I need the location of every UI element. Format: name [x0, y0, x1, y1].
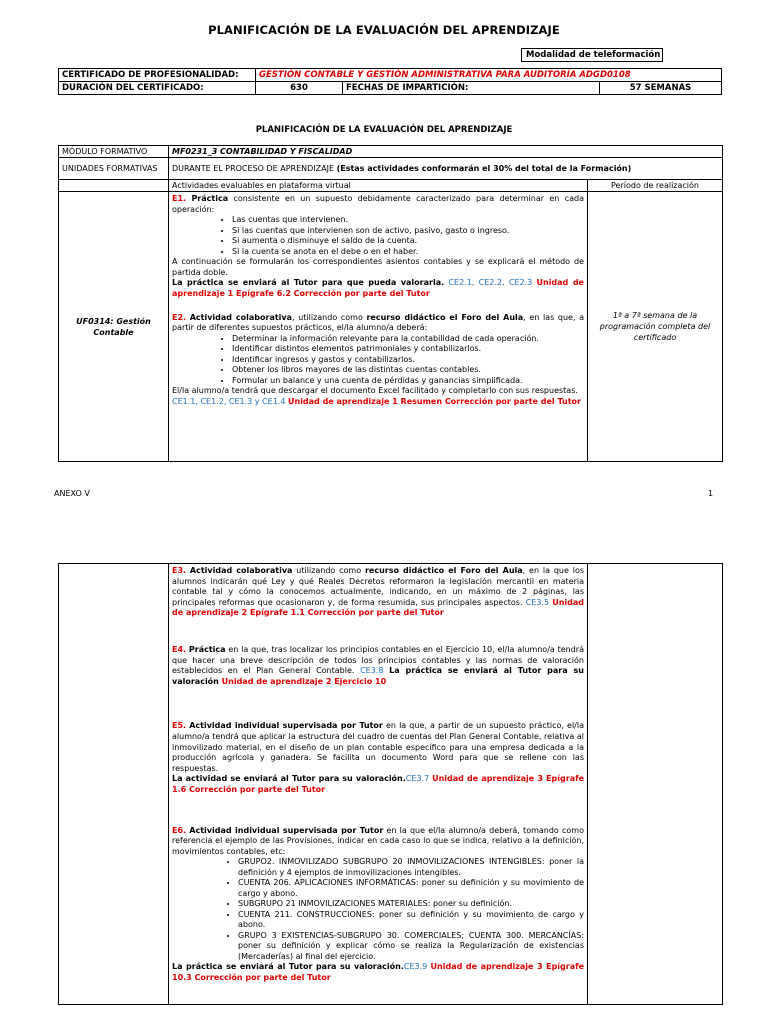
e3-type: Actividad colaborativa	[189, 566, 293, 575]
e1-after: A continuación se formularán los correspondientes asientos contables y se explicará el método de partida doble.	[172, 257, 584, 277]
e5-send-line	[172, 774, 584, 795]
cert-row-1	[59, 69, 722, 82]
footer-annex: ANEXO V	[54, 489, 90, 498]
e6-code: E6.	[172, 825, 187, 835]
list-item: • SUBGRUPO 21 INMOVILIZACIONES MATERIALES: poner su definición.	[238, 899, 584, 910]
planning-table	[58, 145, 723, 462]
duration-label: DURACIÓN DEL CERTIFICADO:	[59, 82, 256, 95]
e3-unit: Unidad de aprendizaje 2 Epígrafe 1.1 Corrección por parte del Tutor	[172, 597, 585, 618]
list-item: • Las cuentas que intervienen.	[232, 215, 584, 226]
section-subtitle: PLANIFICACIÓN DE LA EVALUACIÓN DEL APRENDIZAJE	[255, 125, 513, 135]
modulo-row	[59, 146, 723, 158]
e6-unit: Unidad de aprendizaje 3 Epígrafe 10.3 Corrección por parte del Tutor	[172, 962, 585, 982]
unidades-row	[59, 158, 723, 180]
e4-unit: Unidad de aprendizaje 2 Ejercicio 10	[218, 676, 387, 686]
activities-row	[59, 192, 723, 462]
duration-hours: 630	[256, 82, 343, 95]
e4-text: en la que, tras localizar los principios contables en el Ejercicio 10, el/la alumno/a tendrá que hacer una breve descripción de todos los principios contables y las normas de valoración establecidos en el Plan General Contable.	[172, 644, 584, 676]
list-item: • Formular un balance y una cuenta de pérdidas y ganancias simplificada.	[232, 376, 584, 387]
e4-send: La práctica se enviará al Tutor para su valoración	[172, 666, 584, 686]
e2-bullets	[172, 334, 584, 387]
modalidad-box: Modalidad de teleformación	[521, 48, 663, 62]
e2-unit: Unidad de aprendizaje 1 Resumen Corrección por parte del Tutor	[288, 396, 581, 406]
e3-resource: recurso didáctico el Foro del Aula	[364, 566, 523, 575]
e2-after: El/la alumno/a tendrá que descargar el documento Excel facilitado y completarlo con sus respuestas.	[172, 386, 578, 396]
cert-label: CERTIFICADO DE PROFESIONALIDAD:	[59, 69, 256, 82]
e1-text: consistente en un supuesto debidamente caracterizado para determinar en cada operación:	[172, 194, 584, 214]
e5-unit: Unidad de aprendizaje 3 Epígrafe 1.6 Corrección por parte del Tutor	[172, 774, 585, 794]
list-item: • GRUPO 3 EXISTENCIAS-SUBGRUPO 30. COMERCIALES; CUENTA 300. MERCANCÍAS: poner su definición y explicar cómo se realiza la Regularización de existencias (Mercaderías) al final del ejercicio.	[238, 931, 584, 963]
e5-text: en la que, a partir de un supuesto práctico, el/la alumno/a tendrá que aplicar la estructura del cuadro de cuentas del Plan General Contable, relativa al inmovilizado material, en el diseño de un plan contable específico para una empresa dedicada a la producción agrícola y ganadera. Se facilita un documento Word para que se rellene con las respuestas.	[172, 721, 584, 773]
e1-send-line	[172, 278, 584, 299]
planning-table-continued	[58, 563, 723, 1005]
list-item: • CUENTA 211. CONSTRUCCIONES: poner su definición y su movimiento de cargo y abono.	[238, 910, 584, 931]
activities-row-continued	[59, 564, 723, 1005]
e5-ce: CE3.7	[405, 774, 433, 784]
e6-send: La práctica se enviará al Tutor para su valoración.	[172, 962, 404, 972]
e5-send: La actividad se enviará al Tutor para su valoración.	[172, 774, 406, 784]
empty-header	[59, 180, 169, 192]
list-item: • GRUPO2. INMOVILIZADO SUBGRUPO 20 INMOVILIZACIONES INTENGIBLES: poner la definición y 4 ejemplos de inmovilizaciones intengibles.	[238, 857, 584, 878]
e3-text1: utilizando como	[292, 566, 365, 575]
activities-cell-continued	[169, 564, 588, 1005]
modulo-value: MF0231_3 CONTABILIDAD Y FISCALIDAD	[169, 146, 723, 158]
period-cell: 1ª a 7ª semana de la programación completa del certificado	[588, 192, 723, 462]
durante-text: DURANTE EL PROCESO DE APRENDIZAJE	[172, 164, 335, 173]
list-item: • CUENTA 206. APLICACIONES INFORMÁTICAS: poner su definición y su movimiento de cargo y abono.	[238, 878, 584, 899]
e6-ce: CE3.9	[403, 962, 431, 972]
list-item: • Obtener los libros mayores de las distintas cuentas contables.	[232, 365, 584, 376]
e1-ce: CE2.1, CE2.2, CE2.3	[444, 278, 537, 288]
e4-ce: CE3.8	[354, 666, 390, 676]
e6-text: en la que el/la alumno/a deberá, tomando como referencia el ejemplo de las Provisiones, indicar en cada caso lo que se indica, relativo a la definición, movimientos contables, etc:	[172, 825, 584, 856]
empty-uf-cell	[59, 564, 169, 1005]
list-item: • Si aumenta o disminuye el saldo de la cuenta.	[232, 236, 584, 247]
e4-code: E4.	[172, 644, 187, 654]
activities-cell	[169, 192, 588, 462]
page-title: PLANIFICACIÓN DE LA EVALUACIÓN DEL APRENDIZAJE	[208, 23, 560, 37]
modulo-label: MÓDULO FORMATIVO	[59, 146, 169, 158]
e6-intro	[172, 826, 584, 858]
list-item: • Determinar la información relevante para la contabilidad de cada operación.	[232, 334, 584, 345]
e2-resource: recurso didáctico el Foro del Aula	[366, 312, 524, 322]
e6-send-line	[172, 962, 584, 983]
e4-type: Práctica	[188, 644, 226, 654]
e3-ce: CE3.5	[522, 597, 553, 607]
e2-intro	[172, 313, 584, 334]
uf-cell: UF0314: Gestión Contable	[59, 192, 169, 462]
e5-code: E5.	[172, 721, 187, 731]
e5-type: Actividad individual supervisada por Tutor	[189, 721, 383, 731]
e6-type: Actividad individual supervisada por Tutor	[189, 825, 384, 835]
page-number: 1	[708, 489, 714, 498]
e1-send: La práctica se enviará al Tutor para que pueda valorarla.	[172, 278, 445, 288]
e6-bullets	[172, 857, 584, 962]
list-item: • Identificar ingresos y gastos y contabilizarlos.	[232, 355, 584, 366]
durante-cell	[169, 158, 723, 180]
cert-value: GESTIÓN CONTABLE Y GESTIÓN ADMINISTRATIVA PARA AUDITORÍA ADGD0108	[256, 69, 722, 82]
e2-code: E2.	[172, 312, 187, 322]
period-header: Período de realización	[588, 180, 723, 192]
e2-ce-line	[172, 397, 584, 408]
e5-paragraph	[172, 721, 584, 774]
e3-paragraph	[172, 566, 584, 619]
e2-text1: , utilizando como	[292, 312, 367, 322]
list-item: • Identificar distintos elementos patrimoniales y contabilizarlos.	[232, 344, 584, 355]
e1-unit: Unidad de aprendizaje 1 Epígrafe 6.2 Corrección por parte del Tutor	[172, 278, 584, 298]
e1-bullets	[172, 215, 584, 257]
cert-row-2	[59, 82, 722, 95]
e2-text2: , en las que, a partir de diferentes supuestos prácticos, el/la alumno/a deberá:	[172, 312, 585, 333]
duration-weeks: 57 SEMANAS	[600, 82, 722, 95]
e4-paragraph	[172, 645, 584, 687]
e3-code: E3.	[172, 566, 187, 575]
e1-type: Práctica	[191, 194, 229, 203]
header-row	[59, 180, 723, 192]
e2-type: Actividad colaborativa	[189, 312, 293, 322]
e2-ce: CE1.1, CE1.2, CE1.3 y CE1.4	[172, 396, 288, 406]
unidades-label: UNIDADES FORMATIVAS	[59, 158, 169, 180]
empty-period-cell	[588, 564, 723, 1005]
dates-label: FECHAS DE IMPARTICIÓN:	[343, 82, 600, 95]
certificate-table	[58, 68, 722, 95]
e3-text2: , en la que los alumnos indicarán qué Ley y qué Reales Decretos reformaron la legislación mercantil en materia contable tal y cómo la conocemos actualmente, indicando, en un máximo de 2 páginas, las principales reformas que ocasionaron y, de forma resumida, sus principales aspectos.	[172, 566, 585, 607]
activities-header: Actividades evaluables en plataforma virtual	[169, 180, 588, 192]
list-item: • Si las cuentas que intervienen son de activo, pasivo, gasto o ingreso.	[232, 226, 584, 237]
e1-intro	[172, 194, 584, 215]
list-item: • Si la cuenta se anota en el debe o en el haber.	[232, 247, 584, 258]
durante-note: (Estas actividades conformarán el 30% del total de la Formación)	[336, 164, 632, 173]
e1-code: E1.	[172, 194, 187, 203]
